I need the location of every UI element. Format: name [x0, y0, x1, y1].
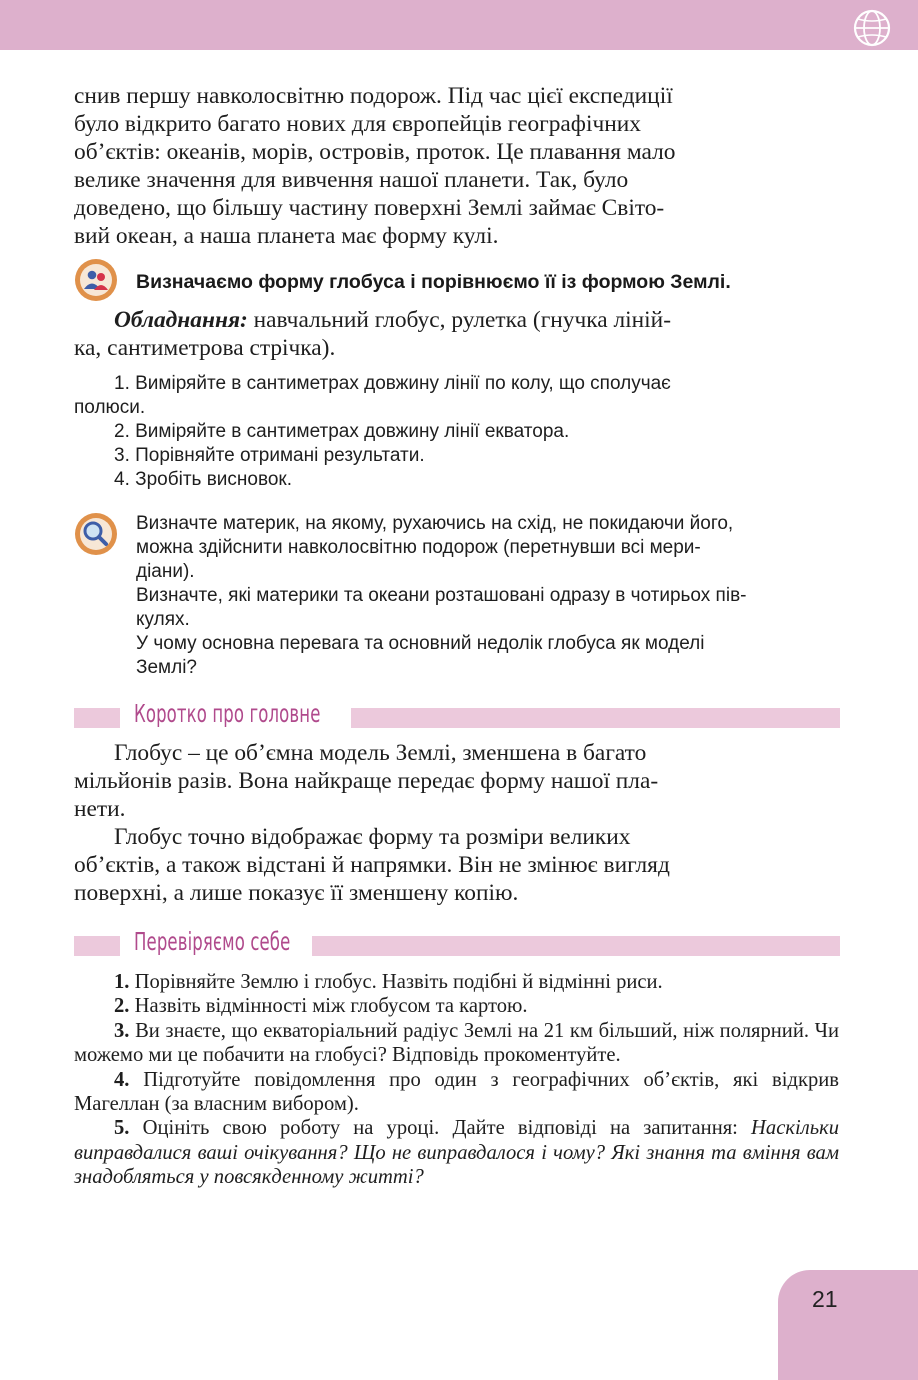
check-item-number: 3. — [114, 1019, 130, 1042]
question-line: Визначте, які материки та океани розташовані одразу в чотирьох пів- — [136, 585, 747, 606]
equipment-text: навчальний глобус, рулетка (гнучка ліній- — [247, 307, 671, 333]
intro-line: було відкрито багато нових для європейців географічних — [74, 111, 641, 137]
check-item-text: Оцініть свою роботу на уроці. Дайте відповіді на запитання: — [129, 1117, 752, 1140]
question-line: можна здійснити навколосвітню подорож (перетнувши всі мери- — [136, 537, 701, 558]
pair-of-people-icon — [74, 258, 118, 302]
intro-paragraph — [74, 82, 839, 250]
intro-line: об’єктів: океанів, морів, островів, проток. Це плавання мало — [74, 139, 676, 165]
equipment-paragraph — [74, 306, 839, 362]
check-item-text: Назвіть відмінності між глобусом та картою. — [129, 995, 528, 1018]
step-item: 3. Порівняйте отримані результати. — [114, 445, 425, 466]
intro-line: доведено, що більшу частину поверхні Землі займає Світо- — [74, 195, 665, 221]
self-check-heading-text: Перевіряємо себе — [134, 927, 291, 956]
magnifier-icon — [74, 512, 118, 556]
summary-line: Глобус точно відображає форму та розміри великих — [114, 824, 631, 850]
check-item-text: Підготуйте повідомлення про один з географічних об’єктів, які відкрив Магеллан (за власним вибором). — [74, 1068, 839, 1116]
step-item-continued: полюси. — [74, 397, 146, 418]
summary-section-heading — [74, 700, 840, 730]
heading-band-left — [74, 936, 120, 956]
intro-line: снив першу навколосвітню подорож. Під час цієї експедиції — [74, 83, 673, 109]
question-line: кулях. — [136, 609, 190, 630]
page-number: 21 — [812, 1286, 838, 1312]
check-item-number: 1. — [114, 971, 130, 993]
intro-line: велике значення для вивчення нашої планети. Так, було — [74, 167, 629, 193]
question-line: Визначте материк, на якому, рухаючись на схід, не покидаючи його, — [136, 513, 734, 534]
check-item-number: 2. — [114, 995, 130, 1018]
question-line: діани). — [136, 561, 195, 582]
check-item-number: 5. — [114, 1117, 130, 1140]
summary-line: нети. — [74, 796, 126, 822]
check-item-italic-text: Наскільки виправдалися ваші очікування? Що не виправдалося і чому? Які знання та вміння вам знадобляться у повсякденному житті? — [74, 1117, 839, 1189]
activity-title: Визначаємо форму глобуса і порівнюємо її із формою Землі. — [136, 271, 731, 293]
equipment-line — [74, 306, 839, 334]
summary-paragraphs — [74, 739, 839, 907]
page-number-tab — [778, 1270, 918, 1380]
summary-heading-text: Коротко про головне — [134, 699, 321, 728]
question-line: У чому основна перевага та основний недолік глобуса як моделі — [136, 633, 705, 654]
summary-line: об’єктів, а також відстані й напрямки. Він не змінює вигляд — [74, 852, 670, 878]
step-item: 1. Виміряйте в сантиметрах довжину лінії по колу, що сполучає — [114, 373, 671, 394]
step-item: 2. Виміряйте в сантиметрах довжину лінії екватора. — [114, 421, 570, 442]
equipment-line-2: ка, сантиметрова стрічка). — [74, 335, 336, 361]
heading-band-right — [312, 936, 840, 956]
heading-band-left — [74, 708, 120, 728]
check-item — [74, 1116, 839, 1189]
research-questions — [136, 512, 839, 680]
check-item — [74, 1068, 839, 1117]
check-item — [74, 994, 839, 1018]
check-item-number: 4. — [114, 1068, 130, 1091]
activity-steps — [74, 372, 839, 492]
summary-line: Глобус – це об’ємна модель Землі, зменшена в багато — [114, 740, 647, 766]
self-check-list — [74, 970, 839, 1190]
check-item — [74, 1019, 839, 1068]
check-item-text: Ви знаєте, що екваторіальний радіус Землі на 21 км більший, ніж полярний. Чи можемо ми це побачити на глобусі? Відповідь прокоментуйте. — [74, 1019, 839, 1067]
summary-line: поверхні, а лише показує її зменшену копію. — [74, 880, 519, 906]
globe-icon — [852, 8, 892, 48]
self-check-section-heading — [74, 928, 840, 958]
intro-line: вий океан, а наша планета має форму кулі. — [74, 223, 499, 249]
check-item-text: Порівняйте Землю і глобус. Назвіть подібні й відмінні риси. — [129, 971, 663, 993]
summary-line: мільйонів разів. Вона найкраще передає форму нашої пла- — [74, 768, 659, 794]
question-line: Землі? — [136, 657, 197, 678]
heading-band-right — [351, 708, 840, 728]
check-item — [74, 970, 839, 994]
equipment-label: Обладнання: — [114, 307, 248, 333]
top-header-bar — [0, 0, 918, 50]
step-item: 4. Зробіть висновок. — [114, 469, 293, 490]
